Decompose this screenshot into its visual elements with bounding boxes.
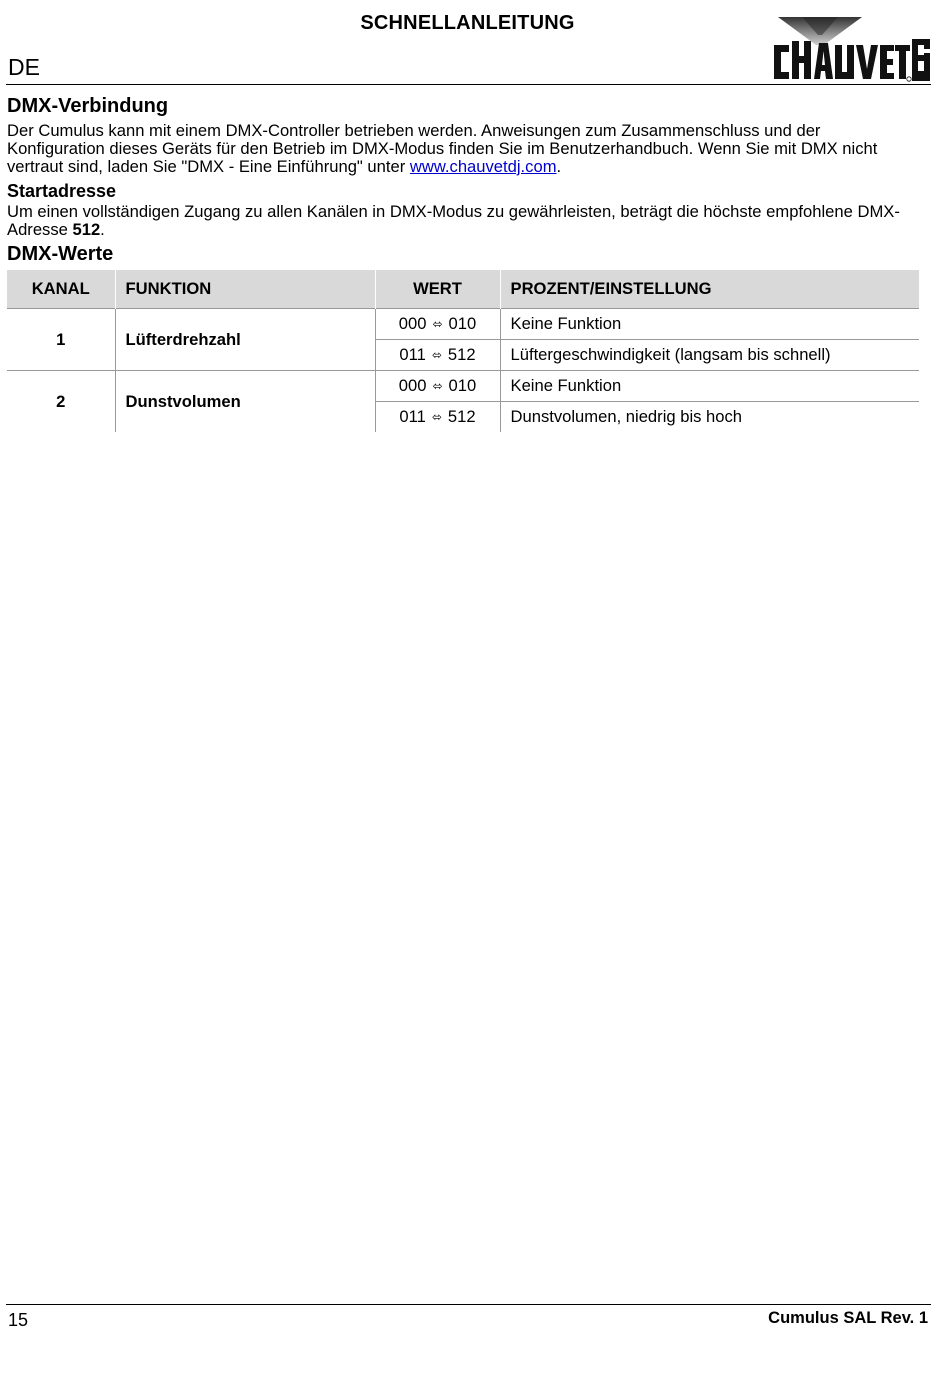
page-number: 15: [8, 1310, 29, 1330]
value-range: [375, 340, 500, 371]
range-to: 512: [447, 407, 476, 426]
table-header-row: [7, 270, 919, 309]
dmx-values-table: [7, 270, 919, 432]
chauvet-dj-logo: [772, 15, 932, 83]
range-to: 010: [448, 314, 477, 333]
value-setting: Dunstvolumen, niedrig bis hoch: [500, 402, 919, 433]
range-from: 011: [399, 345, 426, 364]
dmx-connection-paragraph: [7, 122, 919, 176]
value-setting: Keine Funktion: [500, 309, 919, 340]
value-range: [375, 402, 500, 433]
value-range: [375, 371, 500, 402]
header-wert: WERT: [375, 270, 500, 309]
channel-number: 1: [7, 309, 115, 371]
section-heading-dmx-connection: DMX-Verbindung: [7, 95, 169, 117]
range-to: 010: [448, 376, 477, 395]
language-code: DE: [8, 54, 40, 80]
range-from: 000: [398, 314, 427, 333]
header-funktion: FUNKTION: [115, 270, 375, 309]
header-divider: [6, 84, 931, 85]
start-address-paragraph: [7, 203, 919, 239]
start-address-text-end: .: [100, 220, 105, 239]
value-setting: Keine Funktion: [500, 371, 919, 402]
value-range: [375, 309, 500, 340]
section-heading-start-address: Startadresse: [7, 181, 117, 201]
page-header-title: SCHNELLANLEITUNG: [360, 12, 575, 34]
channel-function: Dunstvolumen: [115, 371, 375, 433]
dmx-connection-text-end: .: [556, 157, 562, 176]
value-setting: Lüftergeschwindigkeit (langsam bis schnell): [500, 340, 919, 371]
header-prozent: PROZENT/EINSTELLUNG: [500, 270, 919, 309]
channel-function: Lüfterdrehzahl: [115, 309, 375, 371]
range-arrow-icon: ⬄: [432, 379, 443, 393]
table-row: [7, 371, 919, 402]
footer-divider: [6, 1304, 931, 1305]
start-address-text: Um einen vollständigen Zugang zu allen Kanälen in DMX-Modus zu gewährleisten, beträgt die höchste empfohlene DMX-Adresse: [7, 202, 900, 239]
range-from: 000: [398, 376, 427, 395]
range-from: 011: [399, 407, 426, 426]
range-to: 512: [447, 345, 476, 364]
channel-number: 2: [7, 371, 115, 433]
chauvetdj-link[interactable]: www.chauvetdj.com: [409, 157, 557, 176]
range-arrow-icon: ⬄: [431, 348, 442, 362]
start-address-value: 512: [72, 220, 101, 239]
section-heading-dmx-values: DMX-Werte: [7, 243, 114, 265]
table-row: [7, 309, 919, 340]
range-arrow-icon: ⬄: [432, 317, 443, 331]
main-content: [7, 94, 919, 432]
range-arrow-icon: ⬄: [431, 410, 442, 424]
document-title: Cumulus SAL Rev. 1: [768, 1309, 928, 1327]
dmx-connection-text: Der Cumulus kann mit einem DMX-Controller betrieben werden. Anweisungen zum Zusammenschluss und der Konfiguration dieses Geräts für den Betrieb im DMX-Modus finden Sie im Benutzerhandbuch. Wenn Sie mit DMX nicht vertraut sind, laden Sie "DMX - Eine Einführung" unter: [7, 121, 878, 176]
header-kanal: KANAL: [7, 270, 115, 309]
